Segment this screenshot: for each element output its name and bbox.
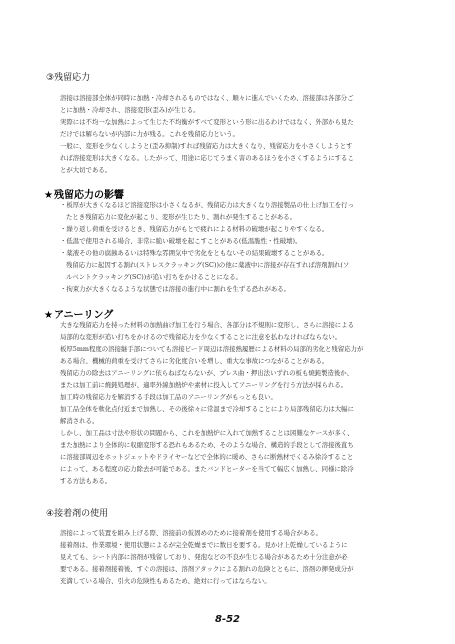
text-line: 解消される。: [60, 417, 99, 425]
text-line: または加工前に焼鈍処理が、適率外線加熱炉や素材に投入してアニーリングを行う方法が採られる。: [60, 381, 348, 389]
text-line: また加熱により全体的に収縮変形する恐れもあるため、そのような場合、構造的手段として溶接後直ち: [60, 441, 354, 449]
black-star-icon: ★: [44, 190, 53, 201]
text-line: 板厚5mm程度の溶接継手部についても溶接ビード周辺は溶接熱履歴による材料の局部的劣化と残留応力が: [60, 345, 364, 353]
text-line: ある場合、機械的荷重を受けてさらに劣化度合いを増し、重大な事故につながることがある。: [60, 357, 329, 365]
text-line: 加工品全体を軟化点付近まで加熱し、その後徐々に常温まで冷却することにより局部残留応力は大幅に: [60, 405, 354, 413]
text-line: に溶接部周辺をホットジェットやドライヤーなどで全体的に暖め、さらに断熱材でくるみ徐冷すること: [60, 453, 354, 461]
text-line: ルベントクラッキング(SC))が追い打ちをかけることになる。: [66, 273, 243, 281]
text-line: 残留応力に起因する割れ(ストレスクラッキング(SC))の他に薬液中に溶接が存在すれば溶剤割れ(ソ: [66, 261, 350, 269]
text-line: 見えても、シート内部に溶剤が残留しており、発泡などの不良が生じる場合があるため十分注意が必: [60, 553, 348, 561]
text-line: 残留応力の除去はアニーリングに依らねばならないが、プレス曲・押出法いずれの板も焼鈍製造後か、: [60, 369, 354, 377]
text-line: 充満している場合、引火の危険性もあるため、絶対に行ってはならない。: [60, 577, 271, 585]
heading-residual-stress-effects-text: 残留応力の影響: [53, 190, 124, 201]
text-line: ・低温で使用される場合、非常に脆い破壊を起こすことがある(低温脆性・性破壊)。: [60, 237, 302, 245]
heading-annealing-text: アニーリング: [53, 310, 114, 321]
text-line: とが大切である。: [60, 166, 112, 174]
section-heading-adhesive-use: ④接着剤の使用: [46, 509, 109, 519]
text-line: 一般に、変形を少なくしようと(歪み抑制)すれば残留応力は大きくなり、残留応力を小さくしようとす: [60, 142, 353, 150]
text-line: ・拘束力が大きくなるような状態では溶接の進行中に割れを生ずる恐れがある。: [60, 285, 291, 293]
section-heading-residual-stress: ③残留応力: [46, 73, 91, 83]
text-line: ・繰り返し荷重を受けるとき、残留応力がもとで疲れによる材料の破壊が起こりやすくなる。: [60, 225, 329, 233]
adhesive-use-paragraph: [60, 527, 412, 587]
text-line: ・板厚が大きくなるほど溶接変形は小さくなるが、残留応力は大きくなり溶接製品の仕上げ加工を行っ: [60, 201, 354, 209]
text-line: れば溶接変形は大きくなる。したがって、用途に応じてうまく害のあるほうを小さくするようにするこ: [60, 154, 354, 162]
residual-stress-effects-list: [60, 199, 412, 295]
text-line: する方法もある。: [60, 477, 112, 485]
text-line: 溶接は溶接部全体が同時に加熱・冷却されるものではなく、順々に進んでいくため、溶接部は各部分ご: [60, 94, 354, 102]
text-line: とに加熱・冷却され、溶接変形(歪み)が生じる。: [60, 106, 200, 114]
text-line: 加工時の残留応力を解消する手段は加工品のアニーリングがもっとも良い。: [60, 393, 277, 401]
text-line: ・薬液その他の腐蝕あるいは特殊な雰囲気中で劣化をともないその結果破壊することがある。: [60, 249, 329, 257]
annealing-paragraph: [60, 319, 412, 487]
text-line: 実際には不均一な加熱によって生じた不均衡がすべて変形という形に出るわけではなく、外部から見た: [60, 118, 354, 126]
residual-stress-paragraph: [60, 92, 412, 176]
text-line: しかし、加工品は寸法や形状の問題から、これを加熱炉に入れて加熱することは困難なケースが多く、: [60, 429, 354, 437]
text-line: 局部的な変形が追い打ちをかけるので残留応力を少なくすることに注意を払わなければならない。: [60, 333, 342, 341]
text-line: たとき残留応力に変化が起こり、変形が生じたり、割れが発生することがある。: [66, 213, 297, 221]
text-line: だけでは解らないが内部に力が残る。これを残留応力という。: [60, 130, 239, 138]
black-star-icon: ★: [44, 310, 53, 321]
text-line: 要である。接着剤接着後、すぐの溶接は、溶剤アタックによる割れの危険とともに、溶剤の揮発成分が: [60, 565, 354, 573]
text-line: 接着剤は、作業環境・使用状態によるが完全乾燥までに数日を要する。見かけ上乾燥しているように: [60, 541, 348, 549]
page-number: 8-52: [214, 614, 241, 625]
text-line: 溶接によって装置を組み上げる際、溶接前の仮固めのために接着剤を使用する場合がある。: [60, 529, 323, 537]
text-line: によって、ある程度の応力除去が可能である。またバンドヒーターを当てて幅広く加熱し、同様に除冷: [60, 465, 354, 473]
text-line: 大きな残留応力を持った材料の加熱曲げ加工を行う場合、各部分は不規則に変形し、さらに溶接による: [60, 321, 354, 329]
